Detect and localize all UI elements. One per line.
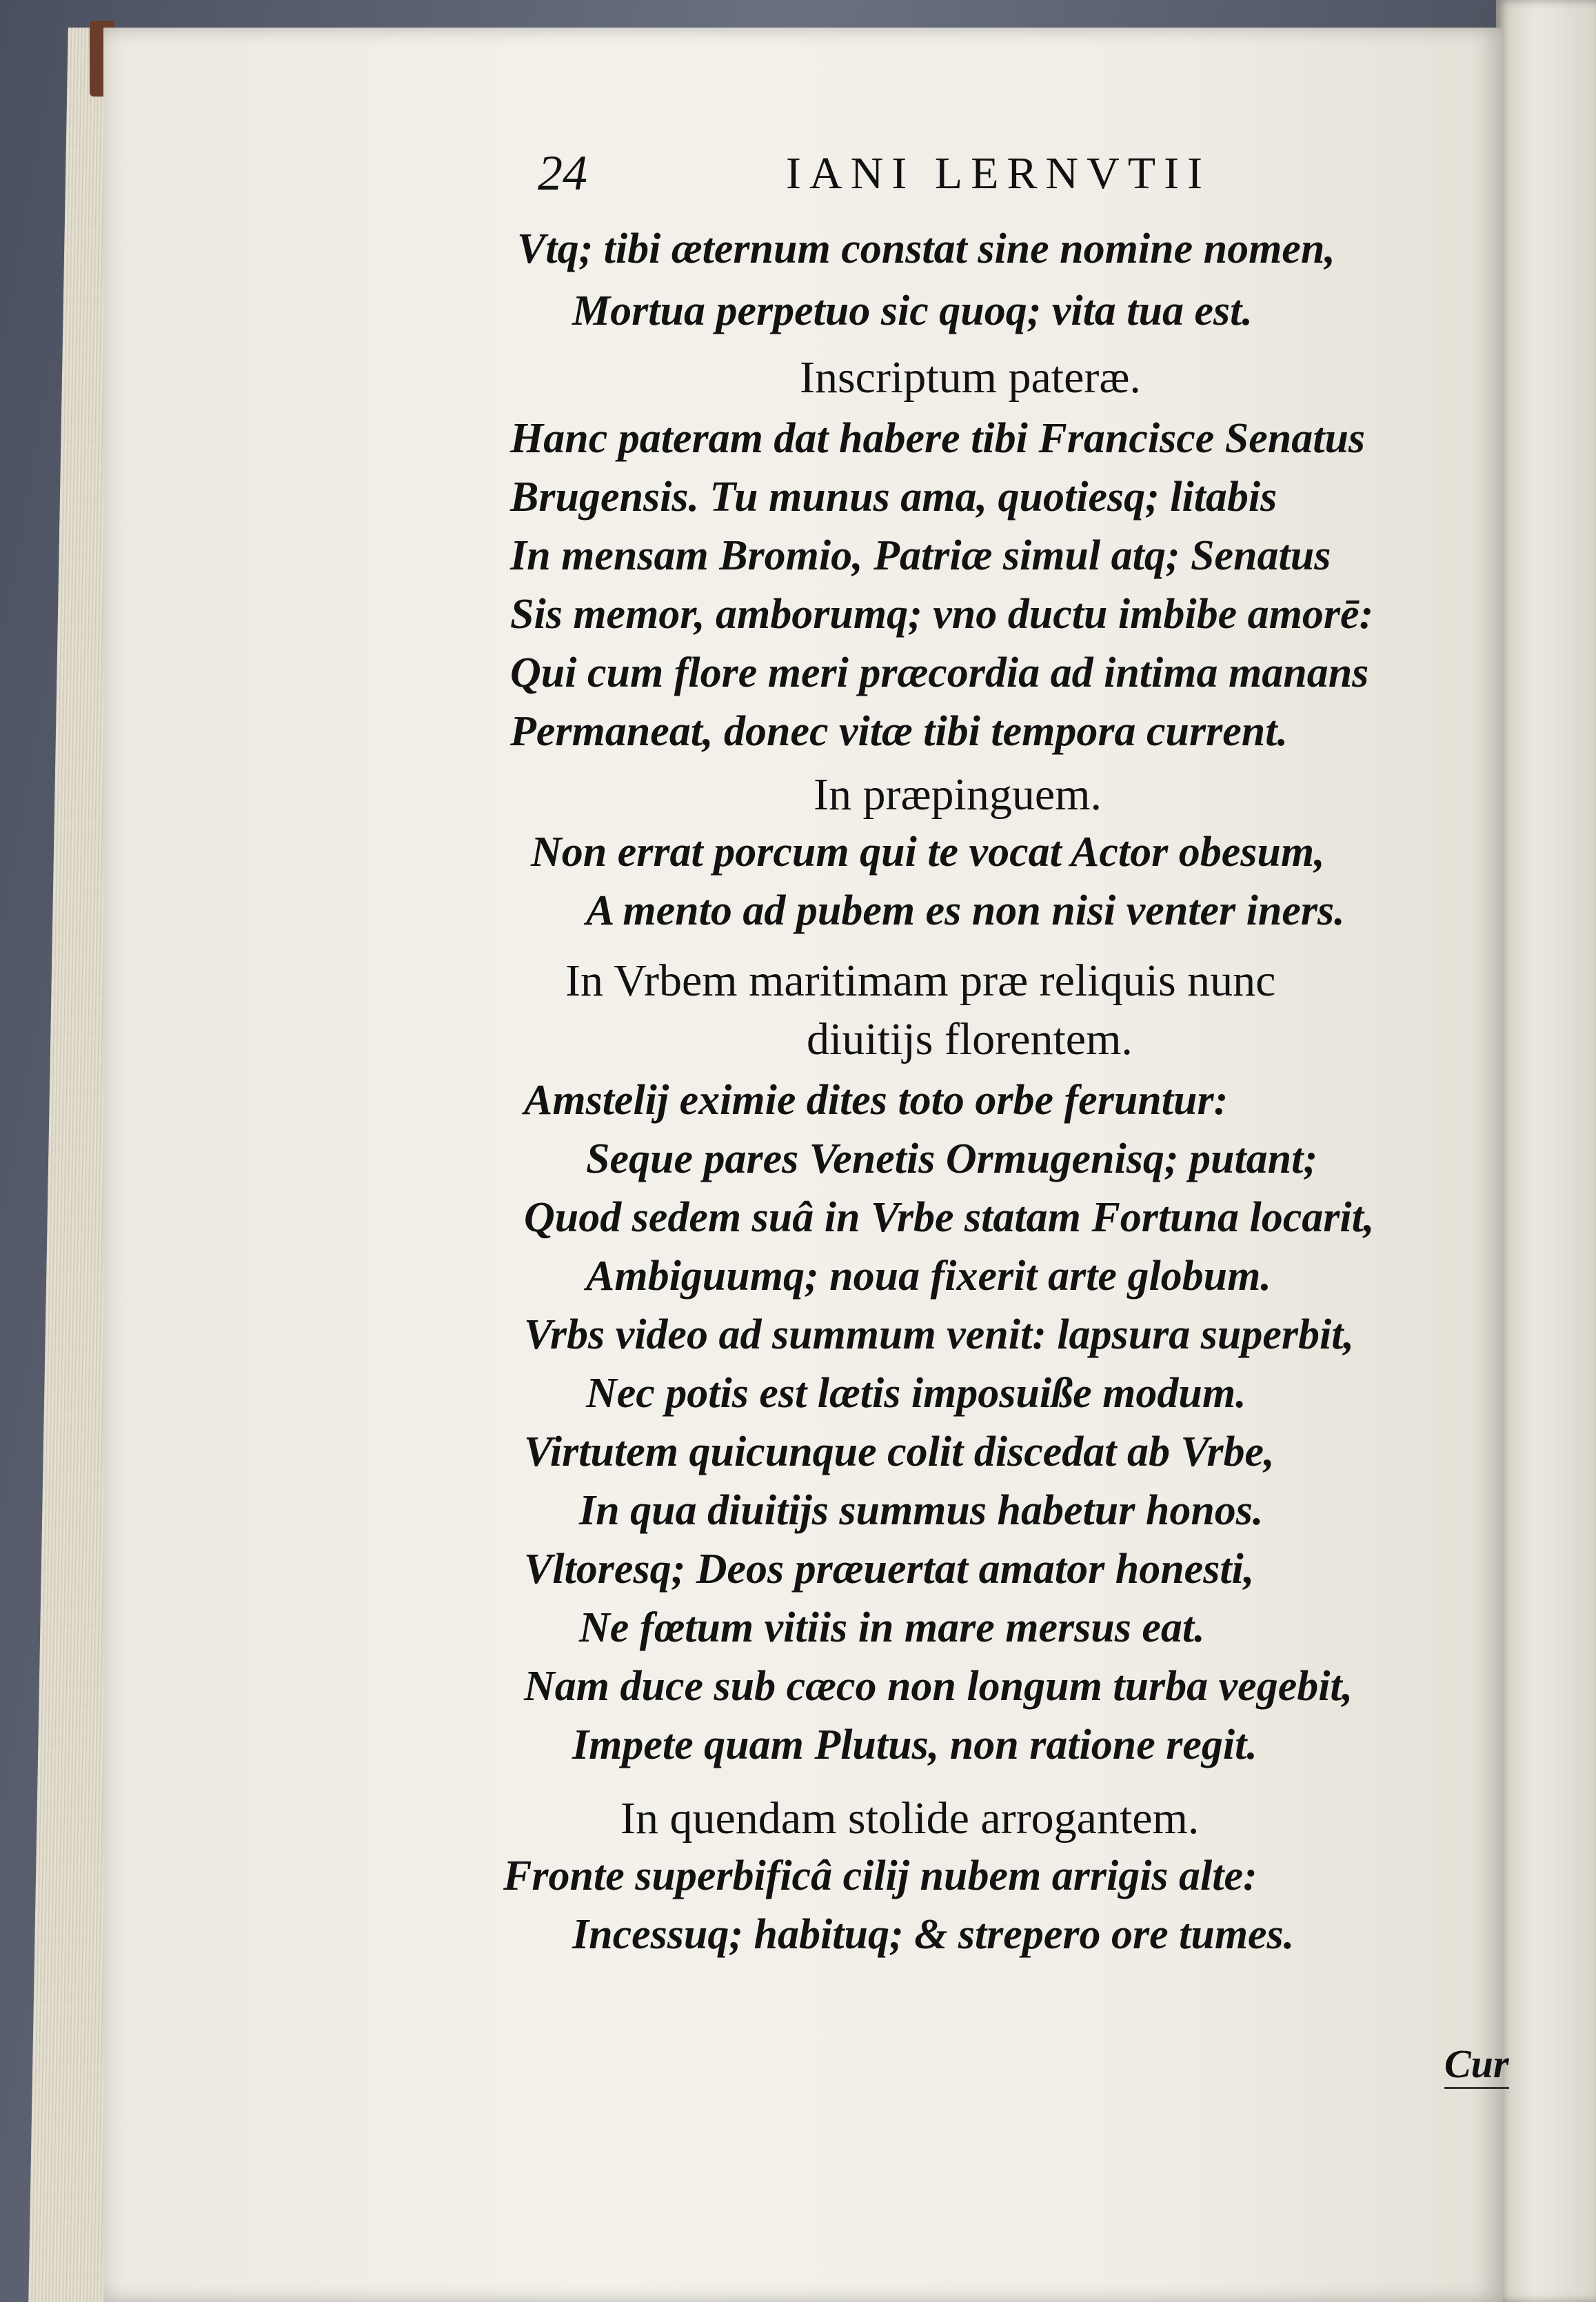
verse-line: Mortua perpetuo sic quoq; vita tua est. (572, 287, 1253, 334)
book-page (103, 28, 1509, 2302)
verse-line: Incessuq; habituq; & strepero ore tumes. (572, 1911, 1295, 1958)
verse-line: Ne fœtum vitiis in mare mersus eat. (579, 1604, 1205, 1651)
verse-line: In qua diuitijs summus habetur honos. (579, 1487, 1264, 1534)
verse-line: Nam duce sub cæco non longum turba vegebit, (524, 1663, 1353, 1710)
poem-text (503, 214, 1531, 2158)
verse-line: A mento ad pubem es non nisi venter iners. (586, 887, 1345, 934)
verse-line: Impete quam Plutus, non ratione regit. (572, 1722, 1257, 1768)
verse-line: In mensam Bromio, Patriæ simul atq; Senatus (510, 532, 1331, 579)
verse-line: Amstelij eximie dites toto orbe feruntur: (524, 1077, 1229, 1124)
poem-title: In præpinguem. (814, 769, 1102, 820)
verse-line: Brugensis. Tu munus ama, quotiesq; litabis (510, 474, 1277, 521)
catchword: Cur (1444, 2041, 1509, 2089)
poem-title: In Vrbem maritimam præ reliquis nunc (565, 956, 1276, 1006)
running-head: IANI LERNVTII (786, 148, 1211, 199)
verse-line: Vtq; tibi æternum constat sine nomine nomen, (517, 225, 1335, 272)
verse-line: Qui cum flore meri præcordia ad intima manans (510, 649, 1369, 696)
poem-title: diuitijs florentem. (807, 1014, 1133, 1064)
verse-line: Quod sedem suâ in Vrbe statam Fortuna locarit, (524, 1194, 1375, 1241)
verse-line: Sis memor, amborumq; vno ductu imbibe amorē: (510, 591, 1374, 638)
poem-title: Inscriptum pateræ. (800, 352, 1141, 403)
poem-title: In quendam stolide arrogantem. (620, 1793, 1200, 1844)
verse-line: Vrbs video ad summum venit: lapsura superbit, (524, 1311, 1355, 1358)
verse-line: Nec potis est lætis imposuiße modum. (586, 1370, 1246, 1417)
verse-line: Permaneat, donec vitæ tibi tempora current. (510, 708, 1288, 755)
page-header (434, 138, 1400, 207)
verse-line: Vltoresq; Deos præuertat amator honesti, (524, 1546, 1255, 1593)
page-number: 24 (538, 145, 587, 201)
verse-line: Non errat porcum qui te vocat Actor obesum, (531, 829, 1325, 876)
verse-line: Fronte superbificâ cilij nubem arrigis alte: (503, 1852, 1257, 1899)
verse-line: Ambiguumq; noua fixerit arte globum. (586, 1253, 1271, 1300)
verse-line: Virtutem quicunque colit discedat ab Vrbe, (524, 1428, 1275, 1475)
verse-line: Hanc pateram dat habere tibi Francisce Senatus (510, 415, 1366, 462)
verse-line: Seque pares Venetis Ormugenisq; putant; (586, 1135, 1318, 1182)
